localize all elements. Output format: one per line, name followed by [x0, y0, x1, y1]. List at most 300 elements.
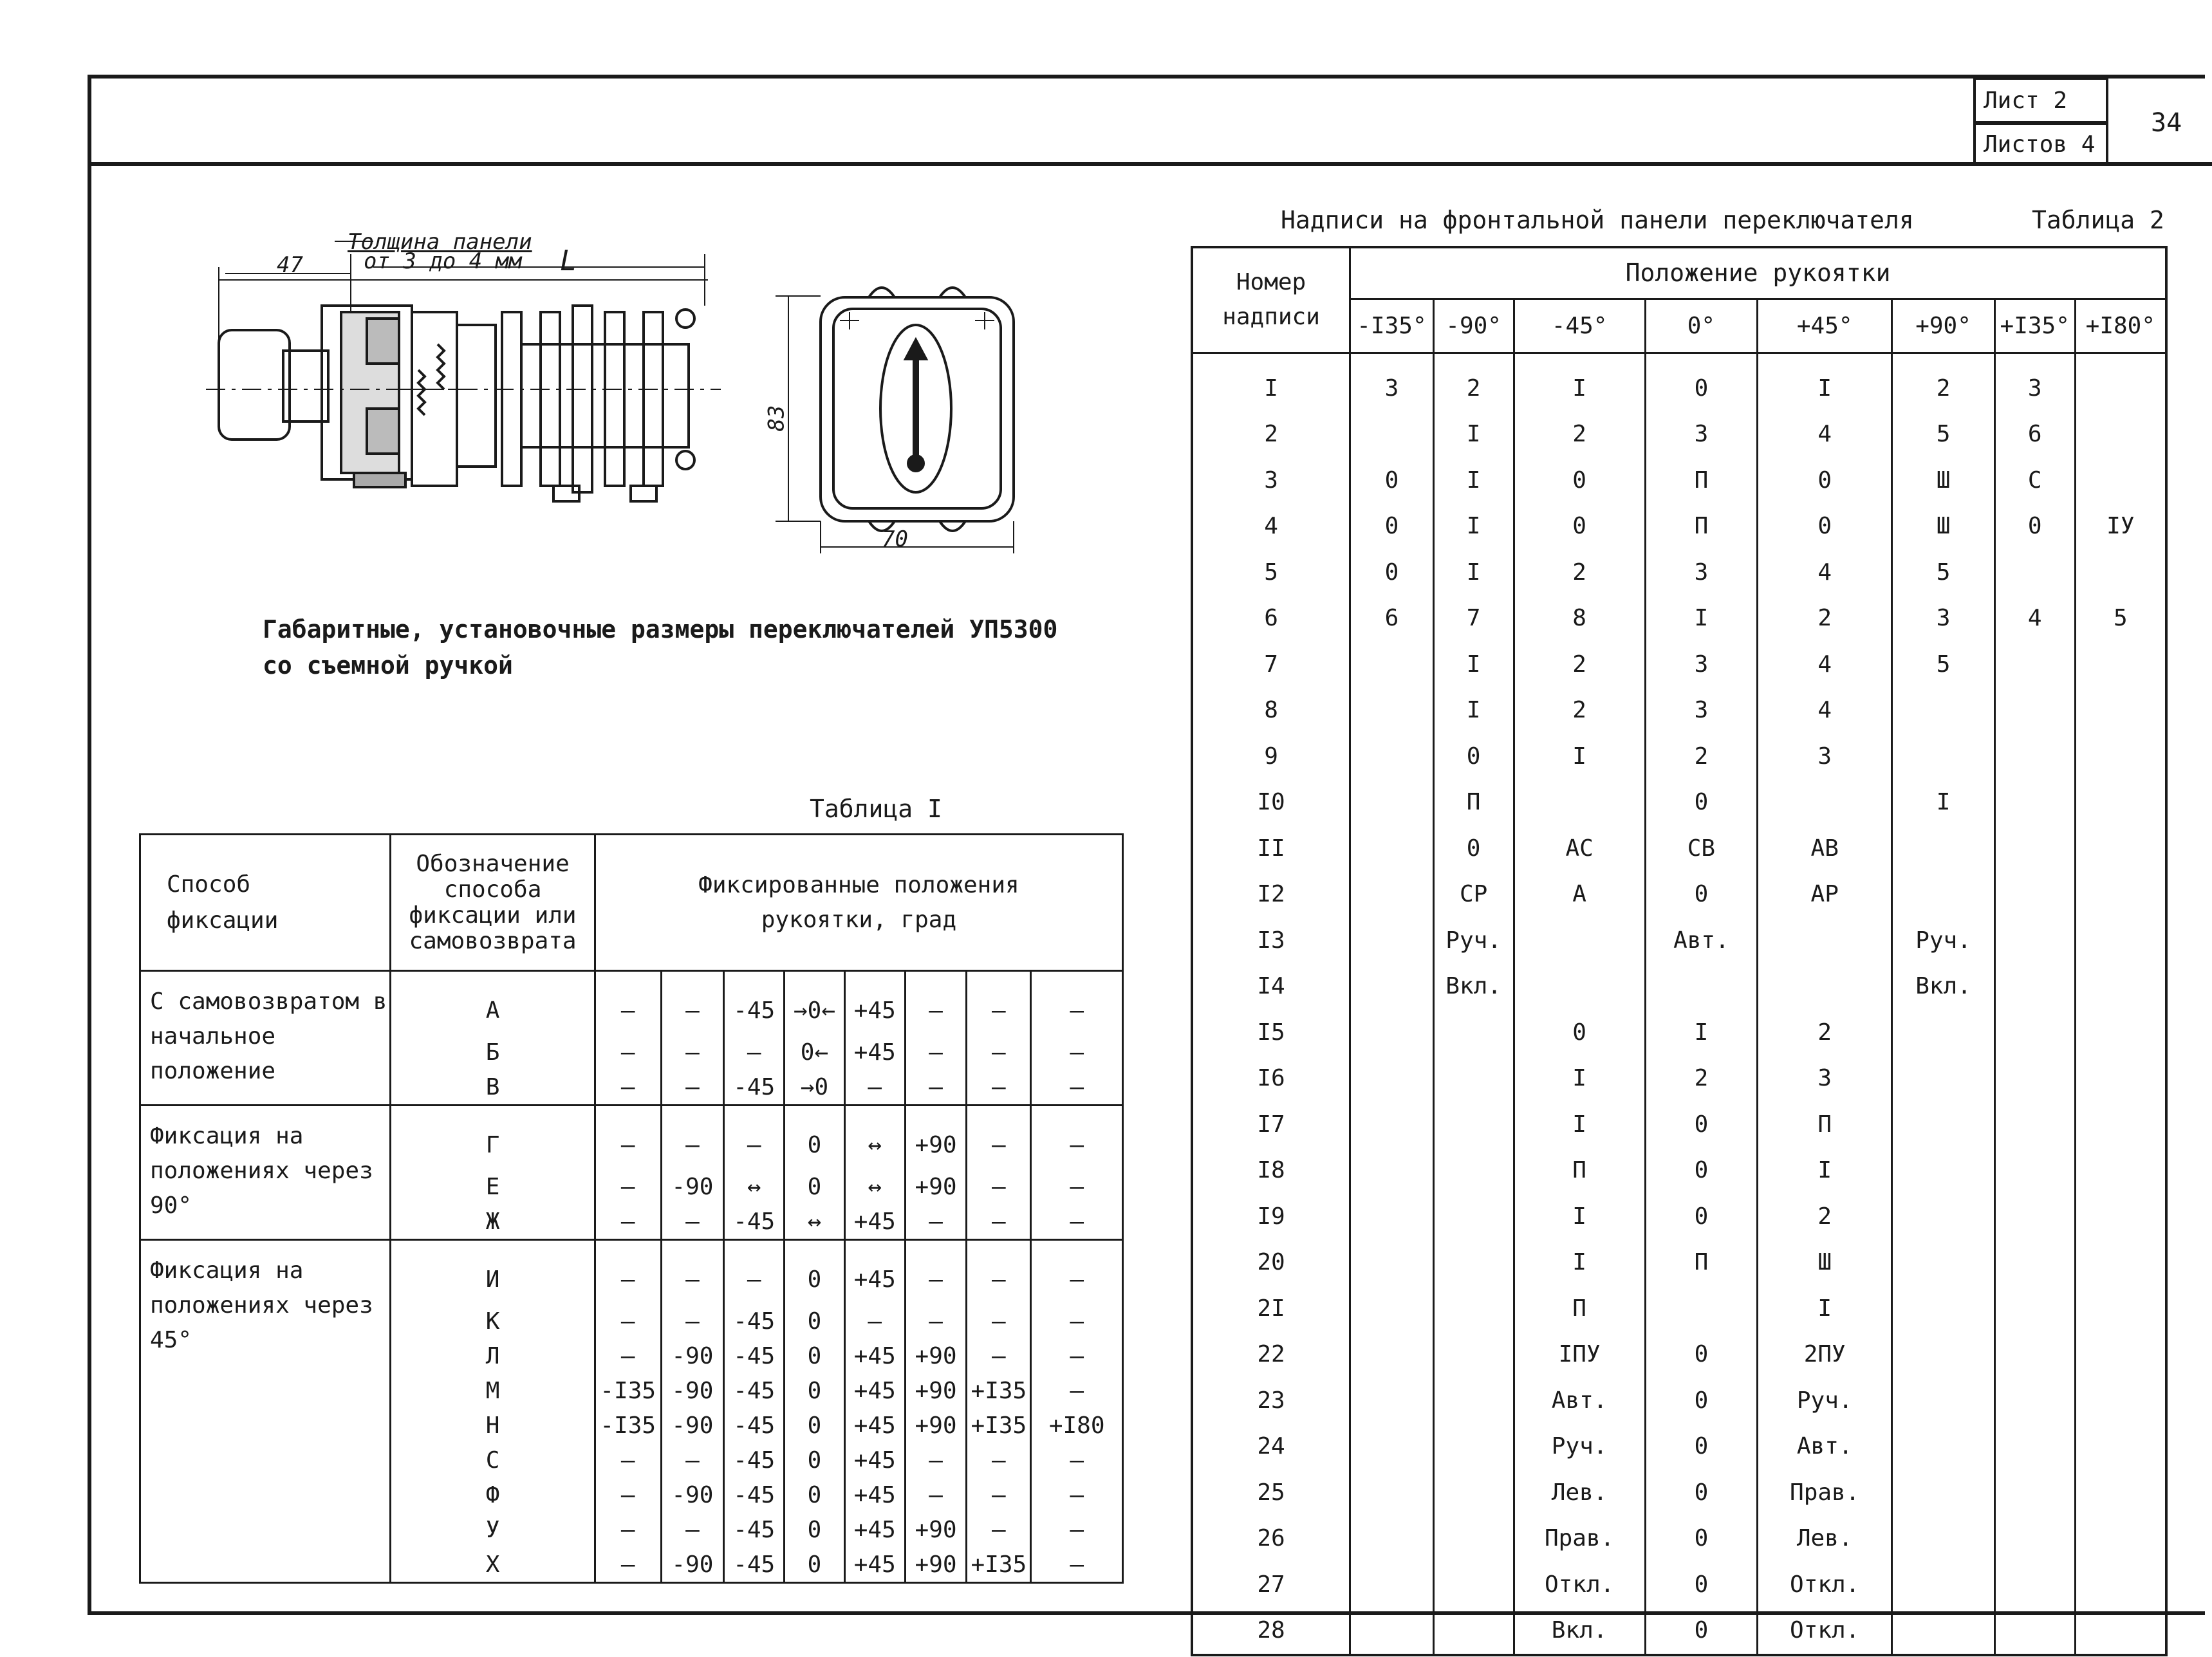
- table1-position-cell: 0: [785, 1408, 845, 1443]
- table2-value-cell: 2: [1514, 642, 1645, 688]
- table1-code-cell: Б: [391, 1035, 595, 1069]
- table2-number-cell: 2I: [1192, 1286, 1350, 1332]
- table2-row: [1192, 1102, 2166, 1148]
- table2-value-cell: 0: [1645, 1147, 1757, 1194]
- table2-value-cell: 3: [1350, 353, 1434, 411]
- table2-value-cell: 0: [1645, 353, 1757, 411]
- table2-value-cell: [1892, 1470, 1994, 1516]
- table1-position-cell: —: [1031, 1035, 1123, 1069]
- table2-value-cell: [1350, 1239, 1434, 1286]
- table1-position-cell: —: [905, 1304, 967, 1338]
- table1-position-cell: —: [595, 1547, 661, 1583]
- table2-value-cell: [1994, 918, 2075, 964]
- table2-value-cell: [1350, 1286, 1434, 1332]
- table2-value-cell: [1994, 1194, 2075, 1240]
- table2-value-cell: [1514, 779, 1645, 826]
- table2-position-header: +90°: [1892, 299, 1994, 353]
- table2-value-cell: [1433, 1562, 1514, 1608]
- table2-value-cell: Вкл.: [1514, 1607, 1645, 1655]
- table2-value-cell: [2075, 550, 2166, 596]
- table2-value-cell: Ш: [1892, 503, 1994, 550]
- table1-position-cell: -45: [724, 1069, 785, 1106]
- table1-position-cell: +45: [844, 1204, 905, 1240]
- table1-position-cell: +45: [844, 1477, 905, 1512]
- table2-value-cell: [2075, 1147, 2166, 1194]
- table2-row: [1192, 550, 2166, 596]
- table1-position-cell: -45: [724, 971, 785, 1035]
- table2-value-cell: [2075, 1423, 2166, 1470]
- table2-value-cell: [1350, 1194, 1434, 1240]
- table1-method-label: Фиксация на положениях через 90°: [140, 1106, 391, 1240]
- table2-value-cell: [1994, 1147, 2075, 1194]
- table1-title: Таблица I: [810, 795, 942, 823]
- table1-position-cell: —: [595, 1512, 661, 1547]
- table1-position-cell: —: [661, 1106, 724, 1170]
- table1-position-cell: 0: [785, 1106, 845, 1170]
- table1-position-cell: +I35: [967, 1373, 1031, 1408]
- table2-value-cell: [2075, 458, 2166, 504]
- table2-value-cell: 0: [1758, 458, 1892, 504]
- table1-position-cell: —: [967, 1477, 1031, 1512]
- table2-number-cell: 4: [1192, 503, 1350, 550]
- table2-number-cell: 6: [1192, 595, 1350, 642]
- table1-position-cell: —: [905, 1240, 967, 1304]
- table2-value-cell: [1994, 826, 2075, 872]
- table1-position-cell: 0: [785, 1547, 845, 1583]
- table1-position-cell: +I35: [967, 1408, 1031, 1443]
- table2-value-cell: [1433, 1378, 1514, 1424]
- table2-value-cell: I: [1758, 353, 1892, 411]
- table2-value-cell: I: [1514, 353, 1645, 411]
- table2-number-cell: I6: [1192, 1055, 1350, 1102]
- table2-value-cell: 6: [1994, 411, 2075, 458]
- sheet-number-box: [1973, 77, 2108, 124]
- table2-number-cell: 20: [1192, 1239, 1350, 1286]
- table2-value-cell: СР: [1433, 871, 1514, 918]
- table1-position-cell: 0: [785, 1304, 845, 1338]
- table2-value-cell: 2: [1758, 595, 1892, 642]
- table2-caption: Надписи на фронтальной панели переключателя: [1281, 206, 1914, 234]
- table2-value-cell: А: [1514, 871, 1645, 918]
- table1-position-cell: 0: [785, 1443, 845, 1477]
- table2-value-cell: АР: [1758, 871, 1892, 918]
- table2-value-cell: [2075, 411, 2166, 458]
- table2-value-cell: Руч.: [1514, 1423, 1645, 1470]
- table2-value-cell: Авт.: [1645, 918, 1757, 964]
- table2-value-cell: 3: [1994, 353, 2075, 411]
- table2-number-cell: 5: [1192, 550, 1350, 596]
- table1-position-cell: —: [1031, 1547, 1123, 1583]
- table2-value-cell: I: [1645, 595, 1757, 642]
- table2-row: [1192, 779, 2166, 826]
- table2-value-cell: [1892, 687, 1994, 734]
- table2-row: [1192, 1286, 2166, 1332]
- sheet-number: 2: [2053, 87, 2068, 114]
- table1-position-cell: —: [844, 1069, 905, 1106]
- table2-value-cell: Авт.: [1758, 1423, 1892, 1470]
- table2-value-cell: [1994, 1515, 2075, 1562]
- table1-position-cell: +45: [844, 1240, 905, 1304]
- table2-value-cell: [2075, 1515, 2166, 1562]
- table2-value-cell: [2075, 1010, 2166, 1056]
- table1-position-cell: +45: [844, 1035, 905, 1069]
- table2-value-cell: П: [1433, 779, 1514, 826]
- table2-value-cell: П: [1645, 503, 1757, 550]
- table1-position-cell: —: [595, 1035, 661, 1069]
- table2-number-cell: 7: [1192, 642, 1350, 688]
- table2-value-cell: 0: [1645, 779, 1757, 826]
- table1-position-cell: -45: [724, 1304, 785, 1338]
- table1-position-cell: +90: [905, 1169, 967, 1204]
- table2-value-cell: 0: [1758, 503, 1892, 550]
- table1-method-label: Фиксация на положениях через 45°: [140, 1240, 391, 1583]
- table2-value-cell: I: [1758, 1286, 1892, 1332]
- table2-value-cell: Руч.: [1758, 1378, 1892, 1424]
- table2-value-cell: [1350, 411, 1434, 458]
- table2-value-cell: АВ: [1758, 826, 1892, 872]
- table1-position-cell: +45: [844, 1547, 905, 1583]
- table1-code-cell: Ф: [391, 1477, 595, 1512]
- table2-row: [1192, 1470, 2166, 1516]
- table2-value-cell: I: [1514, 1102, 1645, 1148]
- table1-position-cell: —: [967, 971, 1031, 1035]
- table1-position-cell: —: [967, 1069, 1031, 1106]
- table1-position-cell: -45: [724, 1408, 785, 1443]
- table2-value-cell: 0: [1645, 1331, 1757, 1378]
- table2-value-cell: [1892, 1147, 1994, 1194]
- table1-position-cell: —: [661, 1204, 724, 1240]
- table1-method-label: С самовозвратом в начальное положение: [140, 971, 391, 1106]
- table2-value-cell: [1350, 871, 1434, 918]
- table2-value-cell: 4: [1994, 595, 2075, 642]
- table2-value-cell: 0: [1645, 1102, 1757, 1148]
- table1-position-cell: —: [1031, 1512, 1123, 1547]
- table2-value-cell: [1892, 826, 1994, 872]
- table2-value-cell: 2: [1645, 734, 1757, 780]
- table2-position-header: -I35°: [1350, 299, 1434, 353]
- table2-value-cell: [1350, 734, 1434, 780]
- table2-value-cell: [1350, 918, 1434, 964]
- table2-value-cell: Прав.: [1758, 1470, 1892, 1516]
- table2-number-cell: 8: [1192, 687, 1350, 734]
- table2-value-cell: С: [1994, 458, 2075, 504]
- table1-code-cell: Х: [391, 1547, 595, 1583]
- table2-row: [1192, 353, 2166, 411]
- table1-position-cell: +90: [905, 1373, 967, 1408]
- table1-position-cell: ↔: [844, 1106, 905, 1170]
- table1-position-cell: +I80: [1031, 1408, 1123, 1443]
- table1-position-cell: -I35: [595, 1373, 661, 1408]
- table2-value-cell: [2075, 353, 2166, 411]
- table2-value-cell: [1350, 1010, 1434, 1056]
- table1-code-cell: А: [391, 971, 595, 1035]
- table1-position-cell: —: [724, 1106, 785, 1170]
- table1-position-cell: ↔: [844, 1169, 905, 1204]
- page-number: 34: [2151, 108, 2182, 138]
- table2-value-cell: 0: [1645, 1562, 1757, 1608]
- table2-number-cell: 2: [1192, 411, 1350, 458]
- table1-position-cell: +45: [844, 1408, 905, 1443]
- table2-value-cell: 2: [1758, 1010, 1892, 1056]
- dim-70: 70: [882, 526, 908, 552]
- table2-value-cell: [1994, 642, 2075, 688]
- table2-position-header: -90°: [1433, 299, 1514, 353]
- table2-value-cell: [1892, 1423, 1994, 1470]
- table2-row: [1192, 1055, 2166, 1102]
- table2-value-cell: [1994, 1239, 2075, 1286]
- table1-position-cell: —: [844, 1304, 905, 1338]
- table2-value-cell: [1350, 1607, 1434, 1655]
- table1-position-cell: 0: [785, 1338, 845, 1373]
- table1-header-method: Способ фиксации: [140, 835, 391, 971]
- table2-value-cell: 0: [1645, 1194, 1757, 1240]
- table2-value-cell: 6: [1350, 595, 1434, 642]
- table2-value-cell: [1433, 1423, 1514, 1470]
- table1-position-cell: +45: [844, 1443, 905, 1477]
- table2-value-cell: Ш: [1892, 458, 1994, 504]
- table1-code-cell: И: [391, 1240, 595, 1304]
- table2-value-cell: [1892, 1239, 1994, 1286]
- table1-position-cell: +90: [905, 1547, 967, 1583]
- dim-L: L: [560, 245, 577, 277]
- table2-value-cell: [1892, 1194, 1994, 1240]
- table2-value-cell: I: [1433, 550, 1514, 596]
- table1-position-cell: 0←: [785, 1035, 845, 1069]
- table2-value-cell: [2075, 1102, 2166, 1148]
- table2-value-cell: [1350, 1055, 1434, 1102]
- table1-position-cell: —: [905, 971, 967, 1035]
- table2-value-cell: [2075, 826, 2166, 872]
- table2-value-cell: 5: [1892, 550, 1994, 596]
- table2-row: [1192, 1562, 2166, 1608]
- table2-value-cell: [1892, 1562, 1994, 1608]
- table1-position-cell: —: [905, 1204, 967, 1240]
- table2-value-cell: [2075, 1378, 2166, 1424]
- table2-position-header: +I80°: [2075, 299, 2166, 353]
- table2-value-cell: Руч.: [1892, 918, 1994, 964]
- switch-side-view-drawing: [206, 228, 734, 563]
- table2-row: [1192, 1423, 2166, 1470]
- table2-value-cell: 0: [1350, 550, 1434, 596]
- table2-value-cell: 0: [1645, 1378, 1757, 1424]
- table2-value-cell: 0: [1433, 734, 1514, 780]
- table1-position-cell: —: [1031, 1069, 1123, 1106]
- table2-value-cell: П: [1645, 458, 1757, 504]
- table1-position-cell: —: [1031, 1169, 1123, 1204]
- table1-position-cell: —: [661, 1069, 724, 1106]
- table2-value-cell: [1514, 918, 1645, 964]
- table2-row: [1192, 642, 2166, 688]
- table2-value-cell: 8: [1514, 595, 1645, 642]
- table2-value-cell: Лев.: [1758, 1515, 1892, 1562]
- table1-position-cell: —: [724, 1035, 785, 1069]
- table1-position-cell: -90: [661, 1408, 724, 1443]
- table2-row: [1192, 458, 2166, 504]
- table2-number-cell: 25: [1192, 1470, 1350, 1516]
- table1-position-cell: +45: [844, 971, 905, 1035]
- table2-value-cell: 0: [1350, 503, 1434, 550]
- table2-value-cell: [1892, 1286, 1994, 1332]
- table1-position-cell: -90: [661, 1373, 724, 1408]
- table2-value-cell: I: [1433, 458, 1514, 504]
- table2-row: [1192, 503, 2166, 550]
- table1-position-cell: -45: [724, 1443, 785, 1477]
- table1-code-cell: Н: [391, 1408, 595, 1443]
- table1-position-cell: —: [595, 1477, 661, 1512]
- table2-value-cell: Руч.: [1433, 918, 1514, 964]
- table1-position-cell: —: [1031, 971, 1123, 1035]
- table1-position-cell: —: [595, 1169, 661, 1204]
- table2-position-header: -45°: [1514, 299, 1645, 353]
- table2-value-cell: [1350, 1331, 1434, 1378]
- table2-value-cell: [2075, 963, 2166, 1010]
- table2-value-cell: [1758, 963, 1892, 1010]
- table1-position-cell: -90: [661, 1477, 724, 1512]
- table2-value-cell: I: [1514, 734, 1645, 780]
- table1-position-cell: -90: [661, 1547, 724, 1583]
- table2-position-header: +I35°: [1994, 299, 2075, 353]
- table2-value-cell: I: [1514, 1055, 1645, 1102]
- table2-value-cell: [1994, 1423, 2075, 1470]
- table2-value-cell: 0: [1514, 1010, 1645, 1056]
- table2-value-cell: 0: [1645, 1515, 1757, 1562]
- table2-value-cell: [2075, 1607, 2166, 1655]
- table2-value-cell: [1892, 1010, 1994, 1056]
- table1-position-cell: —: [595, 1240, 661, 1304]
- table2-number-cell: 23: [1192, 1378, 1350, 1424]
- table2-value-cell: [2075, 642, 2166, 688]
- table2-number-cell: I0: [1192, 779, 1350, 826]
- table2-value-cell: [1994, 734, 2075, 780]
- table2-value-cell: [2075, 918, 2166, 964]
- table1-position-cell: —: [967, 1240, 1031, 1304]
- table2-position-header: +45°: [1758, 299, 1892, 353]
- table2-number-cell: I9: [1192, 1194, 1350, 1240]
- table2-value-cell: [1433, 1331, 1514, 1378]
- table1-position-cell: —: [1031, 1338, 1123, 1373]
- table2-row: [1192, 1239, 2166, 1286]
- table1-position-cell: —: [905, 1069, 967, 1106]
- table2-value-cell: [2075, 871, 2166, 918]
- table2-number-cell: I5: [1192, 1010, 1350, 1056]
- table2-row: [1192, 595, 2166, 642]
- table2-value-cell: [1433, 1607, 1514, 1655]
- table2-value-cell: [1350, 1470, 1434, 1516]
- table2-value-cell: [1514, 963, 1645, 1010]
- table1-position-cell: —: [967, 1338, 1031, 1373]
- table2-value-cell: [1350, 1423, 1434, 1470]
- table1-position-cell: —: [1031, 1240, 1123, 1304]
- table1-position-cell: —: [661, 1035, 724, 1069]
- table2-value-cell: [1433, 1194, 1514, 1240]
- table1-position-cell: —: [595, 1338, 661, 1373]
- table1-position-cell: +90: [905, 1106, 967, 1170]
- table2-value-cell: [1994, 1607, 2075, 1655]
- table2-number-cell: I7: [1192, 1102, 1350, 1148]
- table1-position-cell: -45: [724, 1512, 785, 1547]
- table2-value-cell: [1892, 1515, 1994, 1562]
- table1-position-cell: —: [661, 971, 724, 1035]
- table2-value-cell: 0: [1645, 1607, 1757, 1655]
- table1-position-cell: —: [595, 1204, 661, 1240]
- table2-value-cell: I: [1433, 411, 1514, 458]
- table2-value-cell: [1433, 1515, 1514, 1562]
- table2-value-cell: [1994, 963, 2075, 1010]
- table2-value-cell: [2075, 1470, 2166, 1516]
- dim-83: 83: [763, 405, 790, 432]
- table2-value-cell: 3: [1758, 1055, 1892, 1102]
- table2-header-position: Положение рукоятки: [1350, 247, 2166, 299]
- table2-value-cell: [1892, 1102, 1994, 1148]
- table2-row: [1192, 871, 2166, 918]
- table2-value-cell: [1994, 1331, 2075, 1378]
- table2-value-cell: [1350, 826, 1434, 872]
- table2-value-cell: 3: [1645, 687, 1757, 734]
- table2-value-cell: [1892, 1055, 1994, 1102]
- table2-value-cell: [1994, 871, 2075, 918]
- table1-position-cell: -45: [724, 1547, 785, 1583]
- table1-code-cell: С: [391, 1443, 595, 1477]
- table1-position-cell: -45: [724, 1204, 785, 1240]
- table1-position-cell: —: [967, 1169, 1031, 1204]
- table2-title: Таблица 2: [2032, 206, 2164, 234]
- table2-value-cell: 3: [1645, 411, 1757, 458]
- sheet-total: 4: [2081, 131, 2096, 158]
- table2-value-cell: I: [1645, 1010, 1757, 1056]
- table1-position-cell: 0: [785, 1373, 845, 1408]
- table1-position-cell: —: [967, 1512, 1031, 1547]
- table2-value-cell: АС: [1514, 826, 1645, 872]
- table1-position-cell: —: [967, 1443, 1031, 1477]
- table2-value-cell: [1758, 918, 1892, 964]
- table2-value-cell: I: [1758, 1147, 1892, 1194]
- table2-value-cell: [1350, 963, 1434, 1010]
- sheet-total-box: [1973, 122, 2108, 166]
- table1-position-cell: ↔: [785, 1204, 845, 1240]
- table2-value-cell: [1350, 1147, 1434, 1194]
- table2-value-cell: П: [1758, 1102, 1892, 1148]
- figure-caption-line2: со съемной ручкой: [263, 651, 513, 680]
- table1-header-positions: Фиксированные положения рукоятки, град: [595, 835, 1122, 971]
- table2-value-cell: [1892, 1378, 1994, 1424]
- table2-value-cell: [1645, 1286, 1757, 1332]
- table2-value-cell: 2: [1514, 411, 1645, 458]
- table2-value-cell: 4: [1758, 642, 1892, 688]
- table2-value-cell: I: [1433, 642, 1514, 688]
- table2-value-cell: 5: [1892, 411, 1994, 458]
- table2-value-cell: 2: [1514, 687, 1645, 734]
- table2-number-cell: I: [1192, 353, 1350, 411]
- table2-value-cell: [2075, 1239, 2166, 1286]
- title-block-divider: [88, 162, 2212, 166]
- table2-row: [1192, 1010, 2166, 1056]
- table2-row: [1192, 1607, 2166, 1655]
- table2-number-cell: 22: [1192, 1331, 1350, 1378]
- table1-position-cell: —: [724, 1240, 785, 1304]
- table2-row: [1192, 734, 2166, 780]
- table2-number-cell: II: [1192, 826, 1350, 872]
- table1-code-cell: Л: [391, 1338, 595, 1373]
- table1-code-cell: Г: [391, 1106, 595, 1170]
- table2-value-cell: 3: [1645, 642, 1757, 688]
- table2-value-cell: [2075, 1286, 2166, 1332]
- table2-value-cell: СВ: [1645, 826, 1757, 872]
- table2-value-cell: IПУ: [1514, 1331, 1645, 1378]
- table2-value-cell: 0: [1433, 826, 1514, 872]
- table2-number-cell: I3: [1192, 918, 1350, 964]
- table2-value-cell: [1433, 1470, 1514, 1516]
- table1-position-cell: —: [905, 1035, 967, 1069]
